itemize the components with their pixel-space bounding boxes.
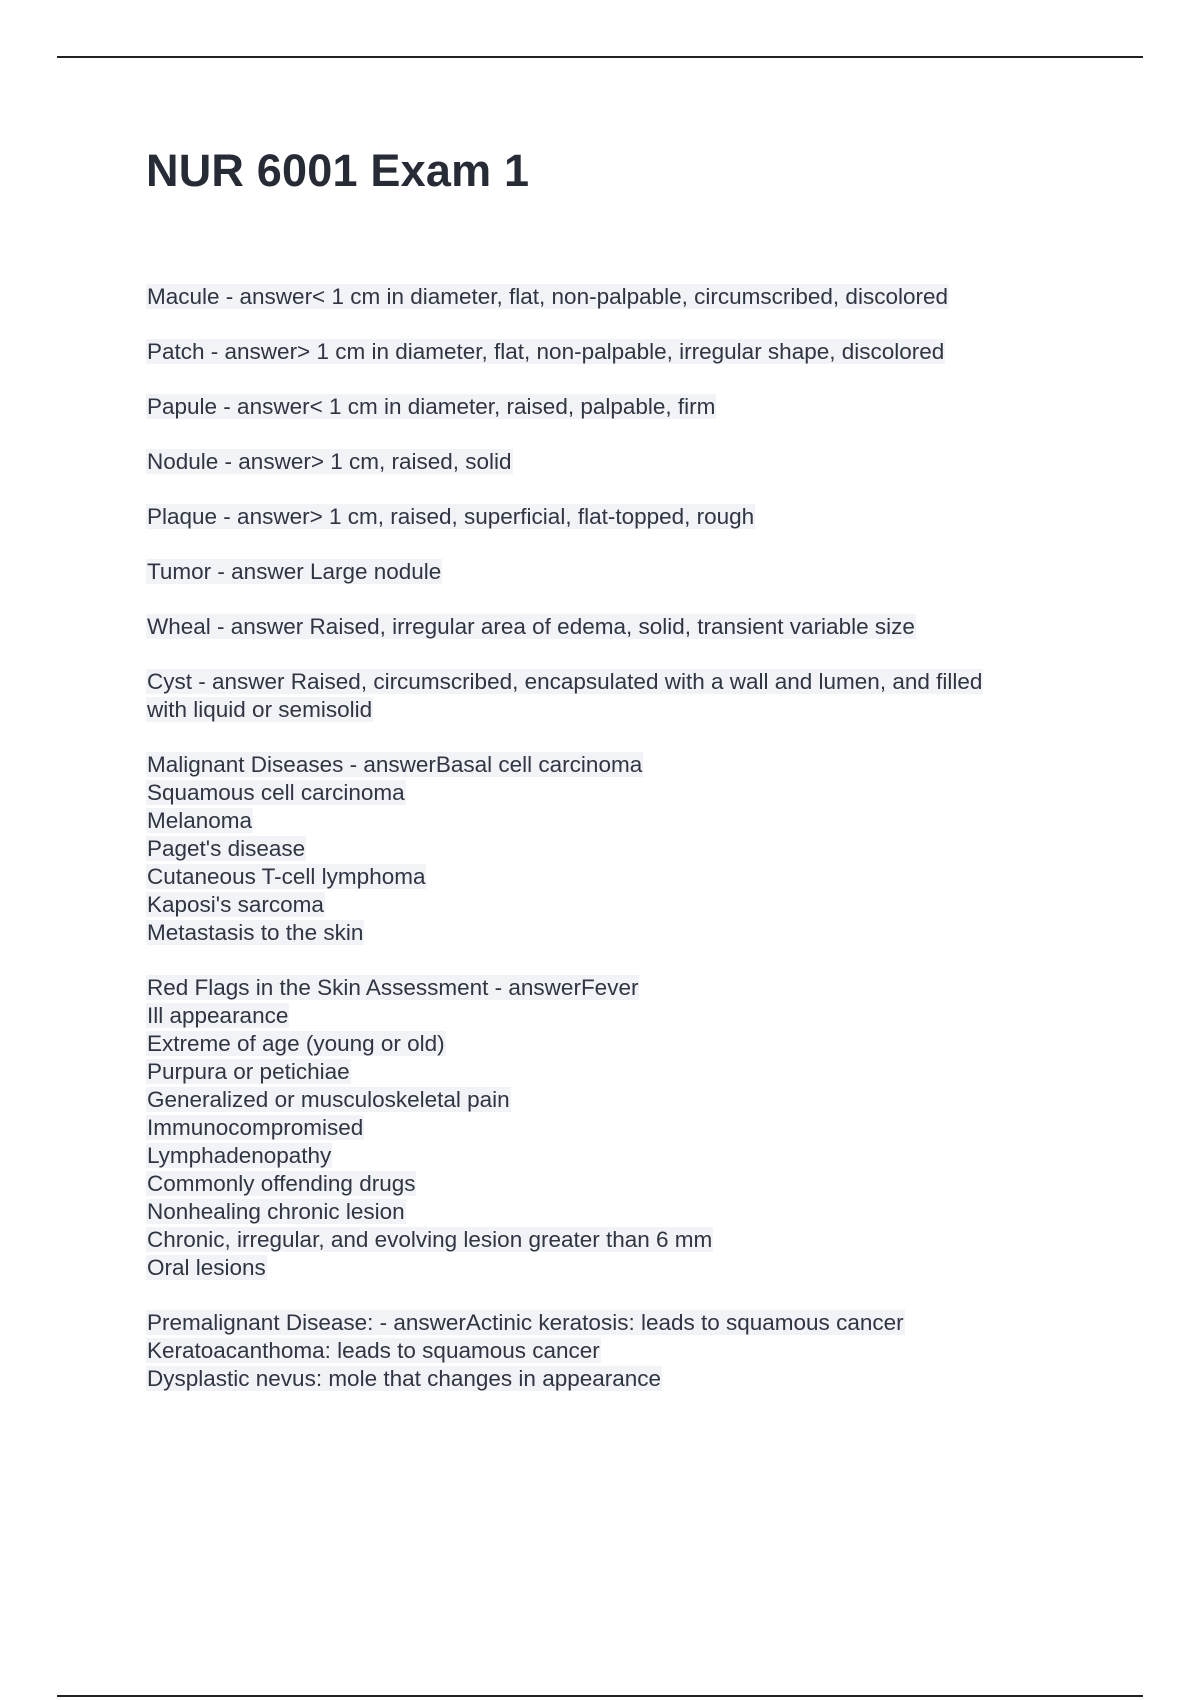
flashcard-papule bbox=[146, 393, 1066, 421]
flashcard-wheal bbox=[146, 613, 1066, 641]
flashcard-red-flags bbox=[146, 974, 1066, 1282]
top-divider bbox=[57, 56, 1143, 58]
card-line: Squamous cell carcinoma bbox=[147, 780, 405, 805]
card-line: Macule - answer< 1 cm in diameter, flat, non-palpable, circumscribed, discolored bbox=[147, 284, 948, 309]
flashcard-tumor bbox=[146, 558, 1066, 586]
card-line: Tumor - answer Large nodule bbox=[147, 559, 442, 584]
flashcard-premalignant-disease bbox=[146, 1309, 1066, 1393]
card-line: Extreme of age (young or old) bbox=[147, 1031, 445, 1056]
flashcard-patch bbox=[146, 338, 1066, 366]
flashcard-list bbox=[146, 283, 1066, 1420]
flashcard-malignant-diseases bbox=[146, 751, 1066, 947]
card-line: Cutaneous T-cell lymphoma bbox=[147, 864, 426, 889]
page-title: NUR 6001 Exam 1 bbox=[146, 145, 530, 196]
card-line: Papule - answer< 1 cm in diameter, raised, palpable, firm bbox=[147, 394, 716, 419]
card-line: Malignant Diseases - answerBasal cell carcinoma bbox=[147, 752, 643, 777]
card-line: Cyst - answer Raised, circumscribed, encapsulated with a wall and lumen, and filled bbox=[147, 669, 983, 694]
card-line: Premalignant Disease: - answerActinic keratosis: leads to squamous cancer bbox=[147, 1310, 904, 1335]
card-line: Nodule - answer> 1 cm, raised, solid bbox=[147, 449, 512, 474]
card-line: Chronic, irregular, and evolving lesion greater than 6 mm bbox=[147, 1227, 713, 1252]
card-line: with liquid or semisolid bbox=[147, 697, 373, 722]
flashcard-plaque bbox=[146, 503, 1066, 531]
card-line: Wheal - answer Raised, irregular area of edema, solid, transient variable size bbox=[147, 614, 915, 639]
card-line: Lymphadenopathy bbox=[147, 1143, 332, 1168]
card-line: Plaque - answer> 1 cm, raised, superficial, flat-topped, rough bbox=[147, 504, 755, 529]
card-line: Patch - answer> 1 cm in diameter, flat, non-palpable, irregular shape, discolored bbox=[147, 339, 945, 364]
card-line: Immunocompromised bbox=[147, 1115, 364, 1140]
card-line: Paget's disease bbox=[147, 836, 306, 861]
card-line: Oral lesions bbox=[147, 1255, 266, 1280]
flashcard-macule bbox=[146, 283, 1066, 311]
card-line: Red Flags in the Skin Assessment - answerFever bbox=[147, 975, 639, 1000]
card-line: Dysplastic nevus: mole that changes in appearance bbox=[147, 1366, 662, 1391]
card-line: Ill appearance bbox=[147, 1003, 289, 1028]
card-line: Nonhealing chronic lesion bbox=[147, 1199, 405, 1224]
bottom-divider bbox=[57, 1695, 1143, 1697]
card-line: Keratoacanthoma: leads to squamous cancer bbox=[147, 1338, 600, 1363]
card-line: Melanoma bbox=[147, 808, 253, 833]
flashcard-cyst bbox=[146, 668, 1066, 724]
card-line: Metastasis to the skin bbox=[147, 920, 364, 945]
flashcard-nodule bbox=[146, 448, 1066, 476]
card-line: Kaposi's sarcoma bbox=[147, 892, 324, 917]
card-line: Purpura or petichiae bbox=[147, 1059, 350, 1084]
card-line: Commonly offending drugs bbox=[147, 1171, 416, 1196]
card-line: Generalized or musculoskeletal pain bbox=[147, 1087, 510, 1112]
